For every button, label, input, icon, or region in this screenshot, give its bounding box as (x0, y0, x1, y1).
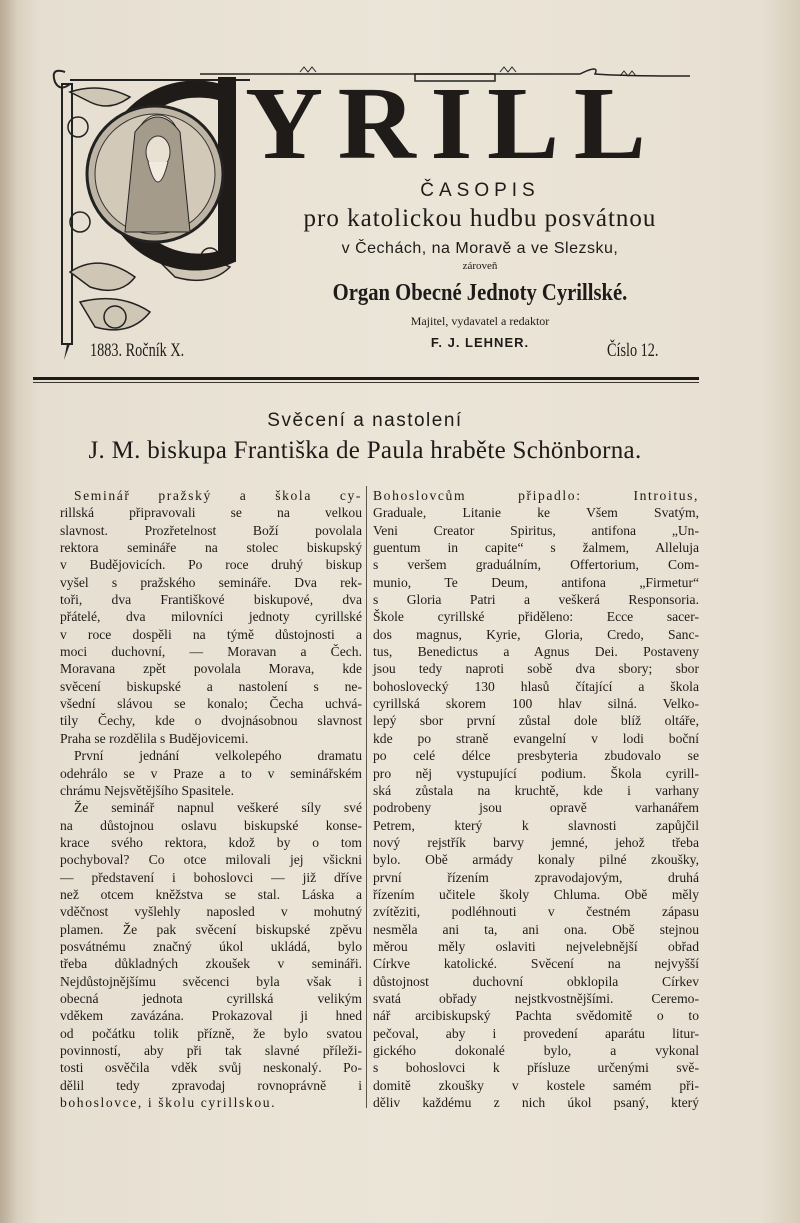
text-line: podrobeny jsou opravě varhanářem (373, 800, 699, 816)
issue-number: Číslo 12. (607, 340, 659, 361)
ornamental-initial-c-logo (40, 62, 250, 362)
text-line: svěcení biskupské a nastolení s ne- (60, 678, 362, 694)
text-line: Církve katolické. Svěcení na nejvyšší (373, 956, 699, 972)
text-line: tosti osvěčila vděk svůj neskonalý. Po- (60, 1060, 362, 1076)
text-line: gického dokonalé bylo, a vykonal (373, 1043, 699, 1058)
text-line: dělil tedy zpravodaj rovnoprávně i (60, 1077, 362, 1093)
text-line: nesměla ani ta, ani ona. Obě stejnou (373, 921, 699, 937)
text-line: dos magnus, Kyrie, Gloria, Credo, Sanc- (373, 626, 699, 642)
text-line: nář arcibiskupský Pachta svědomitě o to (373, 1008, 699, 1024)
article-title-line1: Svěcení a nastolení (267, 410, 463, 431)
text-line: obecná jednota cyrillská velikým (60, 990, 362, 1006)
text-line: Nejdůstojnějšímu svěcenci byla však i (60, 973, 362, 989)
text-line: Bohoslovcům připadlo: Introitus, (373, 488, 699, 503)
text-line: po celé délce presbyteria zbudovalo se (373, 748, 699, 764)
text-line: nový rejstřík barvy jemné, jehož třeba (373, 834, 699, 850)
text-line: svatá obřady nejstkvostnějšími. Ceremo- (373, 990, 699, 1006)
text-line: bohoslovecký 130 hlasů čítající a škola (373, 678, 699, 694)
text-line: měrou měly oslaviti nejvelebnější obřad (373, 938, 699, 954)
header-rule (33, 377, 699, 380)
text-line: rillská připravovali se na velkou (60, 505, 362, 521)
text-line: pochyboval? Co otce milovali jej všickni (60, 852, 362, 868)
text-line: vděkem zavázána. Prokazoval ji hned (60, 1008, 362, 1024)
header-rule-thin (33, 382, 699, 383)
text-line: kde po straně evangelní v lodi boční (373, 730, 699, 746)
text-line: od počátku tolik přízně, že bylo svatou (60, 1025, 362, 1041)
text-line: třeba důkladných zkoušek v semináři. (60, 956, 362, 972)
text-line: v roce dospěli na týmě důstojnosti a (60, 626, 362, 642)
text-line: Škole cyrillské přiděleno: Ecce sacer- (373, 609, 699, 625)
text-line: přátelé, dva milovníci jednoty cyrillské (60, 609, 362, 625)
text-line: vděčnost vyšlehly naposled v mohutný (60, 904, 362, 920)
text-line: všední slávou se konalo; Čecha uchvá- (60, 696, 362, 712)
text-line: děliv každému z nich úkol psaný, který (373, 1095, 699, 1111)
text-line: ská zůstala na kruchtě, kde i varhany (373, 782, 699, 798)
text-line: tily Čechy, kde o dvojnásobnou slavnost (60, 713, 362, 729)
text-line: Praha se rozdělila s Budějovicemi. (60, 730, 249, 746)
journal-tagline: pro katolickou hudbu posvátnou (303, 205, 657, 232)
text-line: s veršem graduálním, Offertorium, Com- (373, 557, 699, 573)
left-text-column (60, 487, 362, 1111)
column-divider (366, 486, 367, 1108)
owner-name: F. J. LEHNER. (430, 335, 530, 350)
text-line: na důstojnou oslavu biskupské konse- (60, 817, 362, 833)
text-line: důstojnost duchovní obklopila Církev (373, 973, 699, 989)
text-line: cyrillská skorem 100 hlav silná. Velko- (373, 696, 699, 712)
text-line: Že seminář napnul veškeré síly své (74, 800, 362, 816)
text-line: zvítěziti, podléhnouti v čestném zápasu (373, 904, 699, 920)
text-line: odehrálo se v Praze a to v seminářském (60, 765, 362, 781)
text-line: vyšel s pražského semináře. Dva rek- (60, 574, 362, 590)
text-line: krace svého rektora, kdož by o tom (60, 834, 362, 850)
text-line: rektora semináře na stolec biskupský (60, 540, 362, 556)
journal-subtitle: ČASOPIS (420, 180, 540, 201)
text-line: slavnost. Prozřetelnost Boží povolala (60, 522, 362, 538)
journal-organ: Organ Obecné Jednoty Cyrillské. (332, 280, 628, 306)
text-line: s Gloria Patri a veškerá Responsoria. (373, 592, 699, 608)
text-line: toři, dva Františkové biskupové, dva (60, 592, 362, 608)
masthead-title: YRILL (245, 66, 661, 181)
text-line: — představení i bohoslovci — již dříve (60, 869, 362, 885)
text-line: První jednání velkolepého dramatu (74, 748, 362, 764)
text-line: s bohoslovci k přísluze určenými svě- (373, 1060, 699, 1076)
journal-also: zároveň (462, 260, 498, 272)
text-line: Moravana zpět povolala Morava, kde (60, 661, 362, 677)
text-line: Petrem, který k slavnosti zapůjčil (373, 817, 699, 833)
text-line: bylo. Obě armády konaly pilné zkoušky, (373, 852, 699, 868)
journal-region: v Čechách, na Moravě a ve Slezsku, (341, 240, 619, 257)
text-line: než otcem kněžstva se stal. Láska a (60, 886, 362, 902)
right-text-column (373, 487, 699, 1111)
text-line: posvátnému značný úkol ukládá, bylo (60, 938, 362, 954)
text-line: chrámu Nejsvětějšího Spasitele. (60, 782, 235, 798)
text-line: plamen. Že pak svěcení biskupské zpěvu (60, 921, 362, 937)
text-line: řízením učitele školy Chluma. Obě měly (373, 886, 699, 902)
text-line: pro něj vystupující podium. Škola cyrill- (373, 765, 699, 781)
text-line: bohoslovce, i školu cyrillskou. (60, 1095, 277, 1111)
text-line: guentum in capite“ s žalmem, Alleluja (373, 540, 699, 556)
text-line: Graduale, Litanie ke Všem Svatým, (373, 505, 699, 521)
text-line: jsou tedy naproti sobě dva sbory; sbor (373, 661, 699, 677)
text-line: Seminář pražský a škola cy- (74, 488, 362, 503)
text-line: munio, Te Deum, antifona „Firmetur“ (373, 574, 699, 590)
text-line: Veni Creator Spiritus, antifona „Un- (373, 522, 699, 538)
text-line: v Budějovicích. Po roce druhý biskup (60, 557, 362, 573)
text-line: tus, Benedictus a Agnus Dei. Postaveny (373, 644, 699, 660)
text-line: domitě zkoušky v kostele samém při- (373, 1077, 699, 1093)
year-volume: 1883. Ročník X. (90, 340, 185, 361)
owner-label: Majitel, vydavatel a redaktor (410, 314, 550, 328)
text-line: pečoval, aby i provedení aparátu litur- (373, 1025, 699, 1041)
text-line: povinností, aby při tak slavné příleži- (60, 1043, 362, 1058)
text-line: lepý sbor první zůstal dole blíž oltáře, (373, 713, 699, 729)
article-title-line2: J. M. biskupa Františka de Paula hraběte Schönborna. (88, 437, 642, 464)
text-line: první řízením zpravodajovým, druhá (373, 869, 699, 885)
text-line: moci duchovní, — Moravan a Čech. (60, 644, 362, 660)
